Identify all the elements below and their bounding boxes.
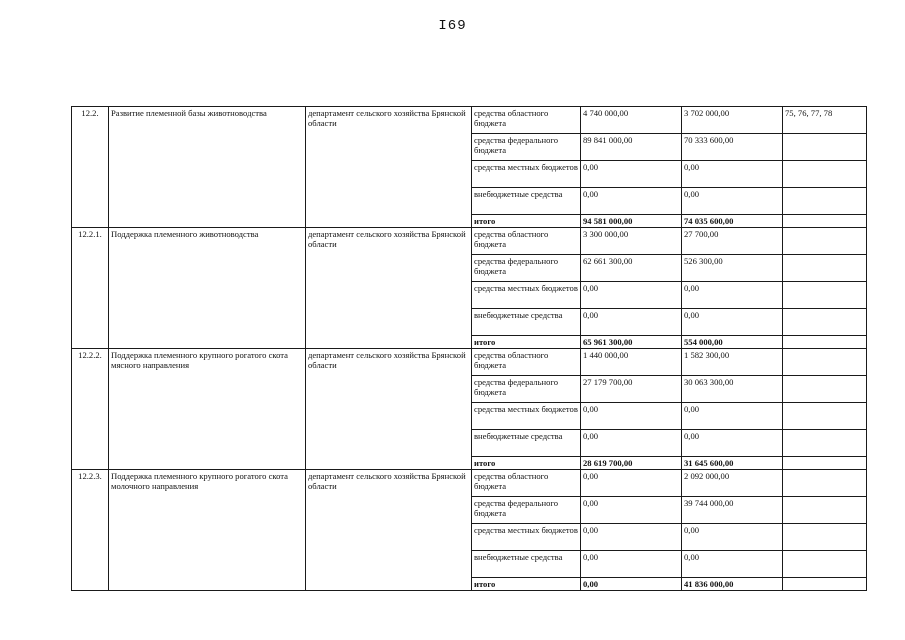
funding-source-cell: средства местных бюджетов [472,161,581,188]
amount-cell: 0,00 [682,551,783,578]
indicators-cell [783,457,867,470]
item-number-cell: 12.2.3. [72,470,109,591]
table-row [72,349,867,376]
amount-cell: 0,00 [581,282,682,309]
indicators-cell [783,215,867,228]
indicators-cell [783,578,867,591]
item-name-cell: Поддержка племенного животноводства [109,228,306,349]
amount-cell: 0,00 [581,578,682,591]
executor-cell: департамент сельского хозяйства Брянской области [306,470,472,591]
amount-cell: 526 300,00 [682,255,783,282]
amount-cell: 28 619 700,00 [581,457,682,470]
amount-cell: 0,00 [581,188,682,215]
amount-cell: 0,00 [581,524,682,551]
item-name-cell: Поддержка племенного крупного рогатого скота молочного направления [109,470,306,591]
page-number: I69 [438,18,467,34]
indicators-cell [783,470,867,497]
funding-source-cell: итого [472,336,581,349]
indicators-cell [783,228,867,255]
funding-source-cell: средства федерального бюджета [472,255,581,282]
amount-cell: 70 333 600,00 [682,134,783,161]
amount-cell: 3 300 000,00 [581,228,682,255]
funding-source-cell: средства федерального бюджета [472,134,581,161]
funding-source-cell: средства областного бюджета [472,349,581,376]
amount-cell: 0,00 [682,524,783,551]
amount-cell: 89 841 000,00 [581,134,682,161]
indicators-cell [783,134,867,161]
indicators-cell [783,161,867,188]
indicators-cell [783,403,867,430]
funding-source-cell: средства местных бюджетов [472,403,581,430]
amount-cell: 30 063 300,00 [682,376,783,403]
amount-cell: 2 092 000,00 [682,470,783,497]
indicators-cell [783,430,867,457]
amount-cell: 74 035 600,00 [682,215,783,228]
amount-cell: 27 700,00 [682,228,783,255]
funding-source-cell: итого [472,215,581,228]
item-number-cell: 12.2. [72,107,109,228]
executor-cell: департамент сельского хозяйства Брянской области [306,107,472,228]
funding-source-cell: средства местных бюджетов [472,524,581,551]
amount-cell: 4 740 000,00 [581,107,682,134]
indicators-cell [783,376,867,403]
amount-cell: 0,00 [682,309,783,336]
item-number-cell: 12.2.2. [72,349,109,470]
amount-cell: 0,00 [581,430,682,457]
table-row [72,470,867,497]
amount-cell: 0,00 [682,161,783,188]
funding-source-cell: внебюджетные средства [472,309,581,336]
amount-cell: 1 440 000,00 [581,349,682,376]
item-name-cell: Развитие племенной базы животноводства [109,107,306,228]
amount-cell: 39 744 000,00 [682,497,783,524]
indicators-cell [783,309,867,336]
amount-cell: 62 661 300,00 [581,255,682,282]
amount-cell: 0,00 [581,161,682,188]
funding-source-cell: внебюджетные средства [472,551,581,578]
amount-cell: 0,00 [581,497,682,524]
funding-source-cell: средства областного бюджета [472,228,581,255]
amount-cell: 0,00 [581,551,682,578]
funding-source-cell: внебюджетные средства [472,188,581,215]
funding-source-cell: итого [472,578,581,591]
budget-table [71,106,867,591]
funding-source-cell: средства областного бюджета [472,470,581,497]
table-row [72,228,867,255]
amount-cell: 31 645 600,00 [682,457,783,470]
funding-source-cell: средства областного бюджета [472,107,581,134]
amount-cell: 27 179 700,00 [581,376,682,403]
executor-cell: департамент сельского хозяйства Брянской области [306,228,472,349]
indicators-cell [783,282,867,309]
amount-cell: 0,00 [682,403,783,430]
funding-source-cell: средства местных бюджетов [472,282,581,309]
item-name-cell: Поддержка племенного крупного рогатого скота мясного направления [109,349,306,470]
amount-cell: 65 961 300,00 [581,336,682,349]
amount-cell: 554 000,00 [682,336,783,349]
amount-cell: 0,00 [682,282,783,309]
funding-source-cell: внебюджетные средства [472,430,581,457]
amount-cell: 3 702 000,00 [682,107,783,134]
amount-cell: 1 582 300,00 [682,349,783,376]
amount-cell: 94 581 000,00 [581,215,682,228]
indicators-cell [783,551,867,578]
indicators-cell [783,336,867,349]
funding-source-cell: средства федерального бюджета [472,376,581,403]
amount-cell: 0,00 [682,188,783,215]
indicators-cell [783,497,867,524]
indicators-cell: 75, 76, 77, 78 [783,107,867,134]
indicators-cell [783,349,867,376]
funding-source-cell: средства федерального бюджета [472,497,581,524]
amount-cell: 0,00 [682,430,783,457]
indicators-cell [783,255,867,282]
budget-table-body [72,107,867,591]
item-number-cell: 12.2.1. [72,228,109,349]
funding-source-cell: итого [472,457,581,470]
amount-cell: 0,00 [581,309,682,336]
indicators-cell [783,188,867,215]
indicators-cell [783,524,867,551]
executor-cell: департамент сельского хозяйства Брянской области [306,349,472,470]
amount-cell: 0,00 [581,470,682,497]
amount-cell: 0,00 [581,403,682,430]
table-row [72,107,867,134]
amount-cell: 41 836 000,00 [682,578,783,591]
